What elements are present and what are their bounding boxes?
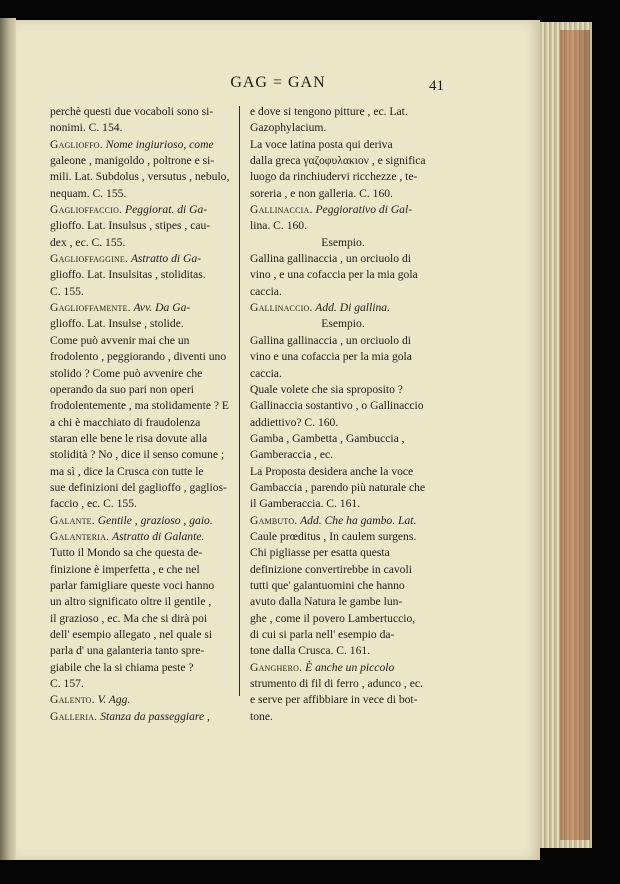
text-line: parlar famigliare queste voci hanno — [50, 578, 215, 592]
text-line: luogo da rinchiudervi ricchezze , te- — [250, 170, 418, 184]
text-line — [50, 251, 240, 267]
text-line: glioffo. Lat. Insulsitas , stoliditas. — [50, 268, 206, 282]
text-line: Gambaccia , parendo più naturale che — [250, 480, 426, 494]
text-line: caccia. — [250, 366, 282, 380]
text-line: Gallina gallinaccia , un orciuolo di — [250, 252, 411, 266]
text-line — [50, 692, 240, 708]
text-line: vino e una cofaccia per la mia gola — [250, 350, 412, 364]
text-line: definizione convertirebbe in cavoli — [250, 562, 412, 576]
text-line: La voce latina posta qui deriva — [250, 137, 393, 151]
entry-definition: È anche un piccolo — [302, 660, 395, 674]
text-line: glioffo. Lat. Insulsus , stipes , cau- — [50, 219, 211, 233]
text-line: parla d' una galanteria tanto spre- — [50, 644, 205, 658]
entry-definition: Peggiorat. di Ga- — [122, 203, 208, 217]
text-line: Esempio. — [321, 235, 365, 249]
text-line: galeone , manigoldo , poltrone e si- — [50, 154, 215, 168]
page-header — [16, 70, 540, 100]
text-line: di cui si parla nell' esempio da- — [250, 628, 395, 641]
text-line: mili. Lat. Subdolus , versutus , nebulo, — [50, 170, 230, 184]
text-line: La Proposta desidera anche la voce — [250, 464, 414, 478]
text-line: Caule prœditus , In caulem surgens. — [250, 529, 417, 543]
entry-definition: Avv. Da Ga- — [130, 301, 191, 315]
text-line: giabile che la si chiama peste ? — [50, 660, 194, 674]
text-line: addiettivo? C. 160. — [250, 415, 339, 429]
text-line: caccia. — [250, 284, 282, 298]
text-line — [50, 529, 240, 545]
text-line: C. 157. — [50, 677, 84, 691]
text-line: tone. — [250, 709, 273, 723]
text-line: operando da suo pari non operi — [50, 382, 194, 396]
entry-definition: Nome ingiurioso, come — [102, 137, 214, 151]
text-line: sue definizioni del gaglioffo , gaglios- — [50, 480, 227, 494]
text-line: C. 155. — [50, 284, 84, 298]
text-line: ma sì , dice la Crusca con tutte le — [50, 464, 204, 478]
book-spine — [560, 30, 590, 840]
text-line: vino , e una cofaccia per la mia gola — [250, 268, 418, 282]
text-line — [250, 660, 436, 676]
text-line: Gallina gallinaccia , un orciuolo di — [250, 333, 411, 347]
text-line: un altro significato oltre il gentile , — [50, 595, 212, 609]
entry-definition: Stanza da passeggiare , — [97, 709, 210, 723]
text-line: Come può avvenir mai che un — [50, 333, 190, 347]
text-line: lina. C. 160. — [250, 219, 308, 233]
text-line: glioffo. Lat. Insulse , stolide. — [50, 317, 184, 331]
entry-definition: Gentile , grazioso , gaio. — [94, 513, 213, 527]
entry-headword: Galleria. — [50, 709, 98, 723]
entry-headword: Gaglioffamente. — [50, 301, 131, 315]
text-line: finizione è imperfetta , e che nel — [50, 562, 200, 576]
page-number: 41 — [429, 78, 444, 94]
text-line: nonimi. C. 154. — [50, 121, 123, 135]
text-line — [50, 137, 240, 153]
text-line: dell' esempio allegato , nel quale si — [50, 628, 213, 641]
entry-definition: Astratto di Ga- — [128, 252, 202, 266]
entry-headword: Galento. — [50, 693, 95, 707]
text-line: dex , ec. C. 155. — [50, 235, 126, 249]
text-line: Chi pigliasse per esatta questa — [250, 546, 390, 560]
entry-definition: V. Agg. — [94, 693, 131, 707]
text-line: avuto dalla Natura le gambe lun- — [250, 595, 403, 609]
text-line: il Gamberaccia. C. 161. — [250, 497, 361, 511]
column-divider — [239, 106, 240, 696]
entry-definition: Add. Che ha gambo. Lat. — [297, 513, 417, 527]
text-line: e dove si tengono pitture , ec. Lat. — [250, 105, 408, 118]
entry-headword: Gaglioffaccio. — [50, 203, 123, 217]
text-line: il grazioso , ec. Ma che si dirà poi — [50, 611, 208, 625]
text-line: Gamberaccia , ec. — [250, 448, 334, 462]
text-line: faccio , ec. C. 155. — [50, 497, 137, 511]
facing-page-edge — [0, 18, 16, 860]
text-line: Gallinaccia sostantivo , o Gallinaccio — [250, 399, 424, 413]
text-line: nequam. C. 155. — [50, 186, 127, 200]
text-line: frodolento , peggiorando , diventi uno — [50, 350, 227, 364]
text-line: dalla greca γαζοφυλακιον , e significa — [250, 154, 426, 168]
entry-definition: Add. Di gallina. — [312, 301, 390, 315]
entry-definition: Peggiorativo di Gal- — [312, 203, 413, 217]
entry-headword: Galante. — [50, 513, 95, 527]
text-line: Gamba , Gambetta , Gambuccia , — [250, 431, 405, 445]
entry-headword: Galanteria. — [50, 529, 110, 543]
text-line: e serve per affibbiare in vece di bot- — [250, 693, 418, 707]
text-line: frodolentemente , ma stolidamente ? E — [50, 399, 229, 413]
text-line: stolidità ? No , dice il senso comune ; — [50, 448, 225, 462]
text-line — [250, 513, 436, 529]
text-line: perchè questi due vocaboli sono si- — [50, 105, 214, 118]
entry-definition: Astratto di Galante. — [109, 529, 205, 543]
right-column — [250, 104, 436, 725]
text-line: staran elle bene le risa dovute alla — [50, 431, 208, 445]
text-line: tone dalla Crusca. C. 161. — [250, 644, 371, 658]
entry-headword: Gallinaccio. — [250, 301, 313, 315]
text-line: Quale volete che sia sproposito ? — [250, 382, 403, 396]
text-line: Gazophylacium. — [250, 121, 327, 135]
text-line: tutti que' galantuomini che hanno — [250, 578, 405, 592]
entry-headword: Gallinaccia. — [250, 203, 313, 217]
text-line: soreria , e non galleria. C. 160. — [250, 186, 393, 200]
running-head: GAG = GAN — [230, 74, 326, 91]
text-line: Tutto il Mondo sa che questa de- — [50, 546, 203, 560]
text-line: strumento di fil di ferro , adunco , ec. — [250, 677, 423, 691]
text-line — [50, 202, 240, 218]
entry-headword: Gaglioffo. — [50, 137, 103, 151]
text-line — [250, 202, 436, 218]
text-line: a chi è macchiato di fraudolenza — [50, 415, 201, 429]
text-line — [250, 300, 436, 316]
entry-headword: Gambuto. — [250, 513, 298, 527]
left-column — [50, 104, 240, 725]
text-line: stolido ? Come può avvenire che — [50, 366, 203, 380]
text-line: Esempio. — [321, 317, 365, 331]
text-line — [50, 513, 240, 529]
text-line — [50, 709, 240, 725]
entry-headword: Gaglioffaggine. — [50, 252, 129, 266]
entry-headword: Ganghero. — [250, 660, 303, 674]
text-line: ghe , come il povero Lambertuccio, — [250, 611, 416, 625]
text-line — [50, 300, 240, 316]
